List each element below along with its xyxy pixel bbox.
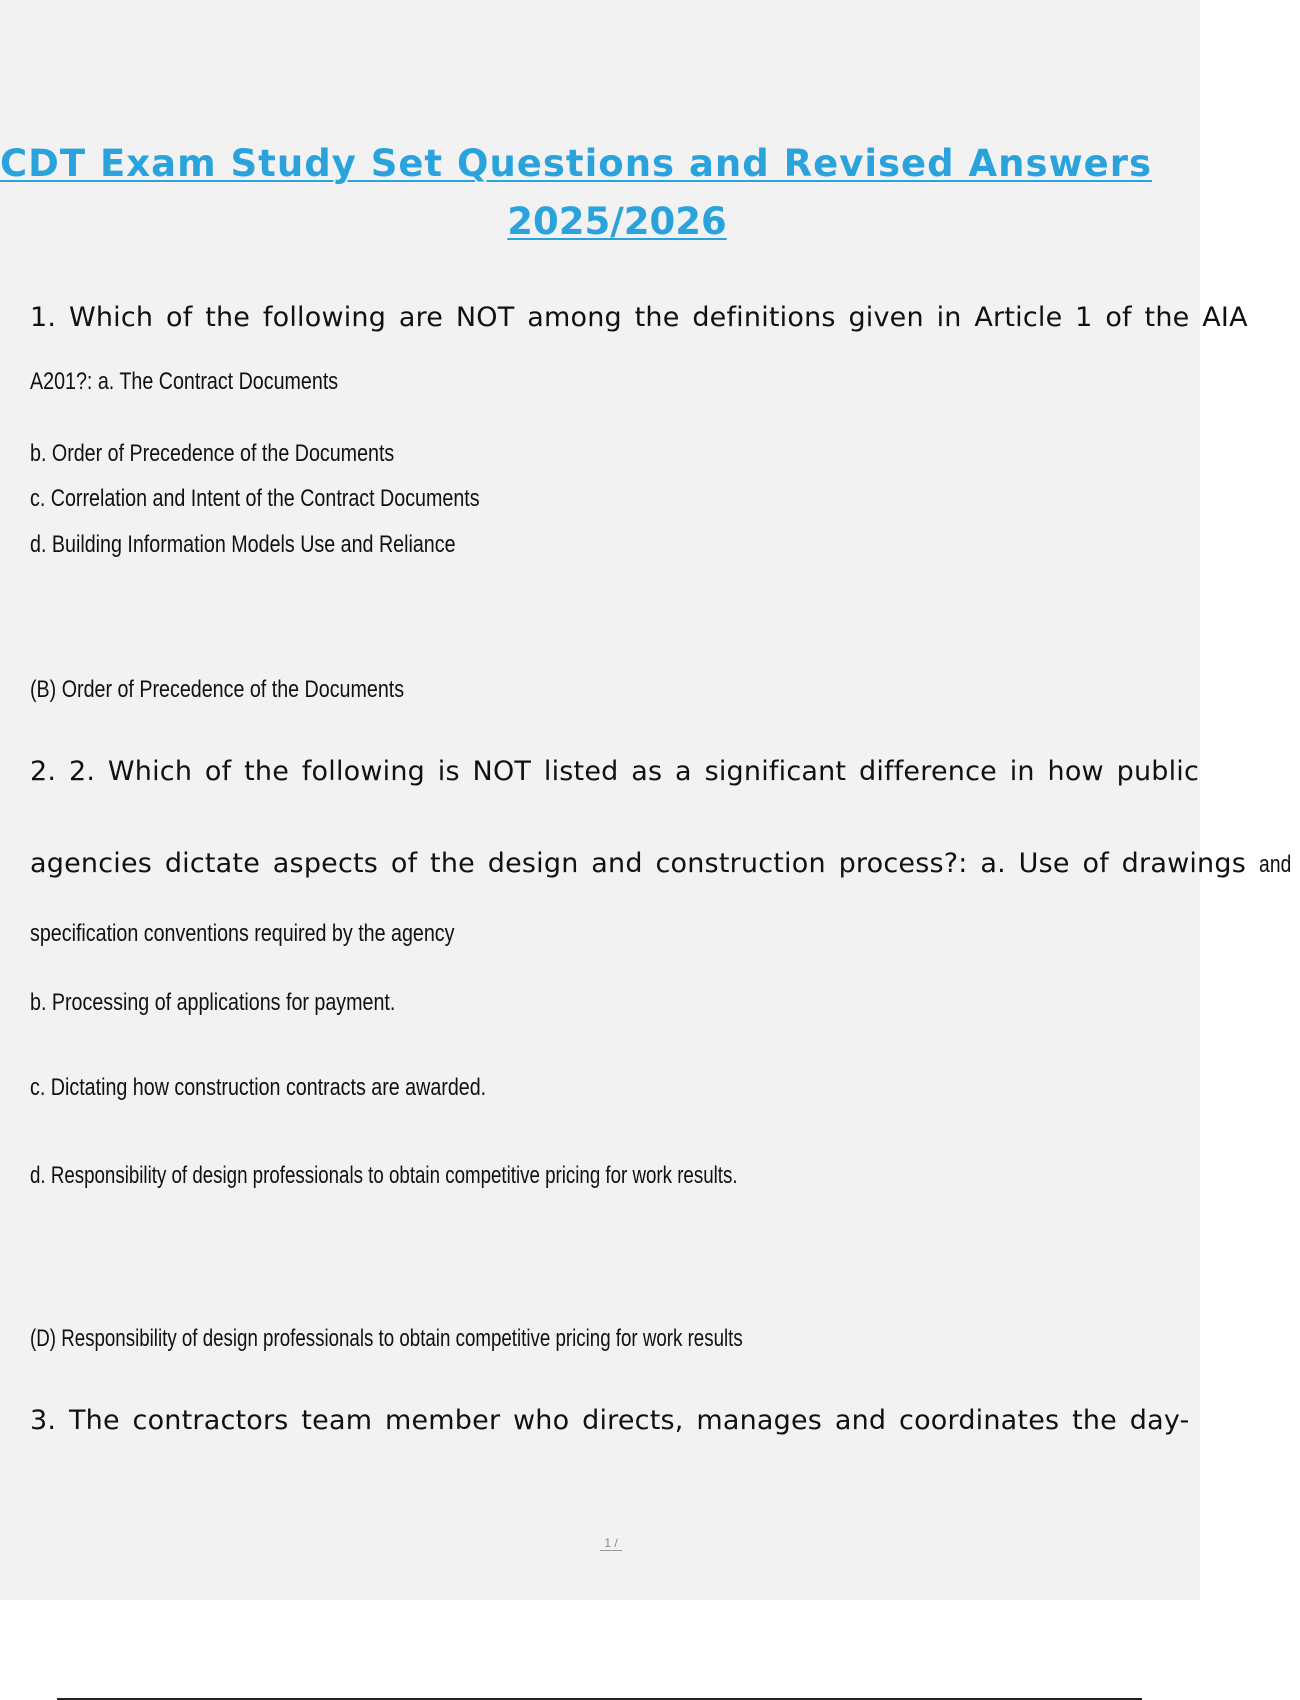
document-title-year: 2025/2026: [507, 200, 727, 243]
question-1-option-b: b. Order of Precedence of the Documents: [30, 440, 395, 467]
question-2-option-c: c. Dictating how construction contracts are awarded.: [30, 1074, 487, 1101]
question-2-prompt-line-3: specification conventions required by the agency: [30, 920, 455, 947]
question-1-prompt-line-2: A201?: a. The Contract Documents: [30, 368, 339, 395]
page-number: 1 /: [600, 1536, 622, 1551]
question-2-prompt-line-1: 2. 2. Which of the following is NOT listed as a significant difference in how public: [30, 756, 1200, 787]
question-2-answer: (D) Responsibility of design professionals to obtain competitive pricing for work results: [30, 1325, 743, 1352]
question-1-option-c: c. Correlation and Intent of the Contract Documents: [30, 485, 480, 512]
question-2-prompt-line-2: [30, 848, 1299, 879]
question-2-prompt-line-2-text: agencies dictate aspects of the design and construction process?: a. Use of drawings: [30, 848, 1246, 879]
question-2-option-d: d. Responsibility of design professionals to obtain competitive pricing for work results.: [30, 1162, 738, 1189]
document-title: CDT Exam Study Set Questions and Revised Answers: [0, 142, 1153, 185]
question-1-option-d: d. Building Information Models Use and Reliance: [30, 531, 456, 558]
question-1-answer: (B) Order of Precedence of the Documents: [30, 676, 405, 703]
question-2-option-b: b. Processing of applications for payment.: [30, 989, 396, 1016]
question-2-prompt-line-2-tail: and: [1258, 851, 1292, 878]
question-1-prompt-line-1: 1. Which of the following are NOT among the definitions given in Article 1 of the AIA: [30, 302, 1248, 333]
question-3-prompt-line-1: 3. The contractors team member who directs, manages and coordinates the day-: [30, 1405, 1190, 1436]
